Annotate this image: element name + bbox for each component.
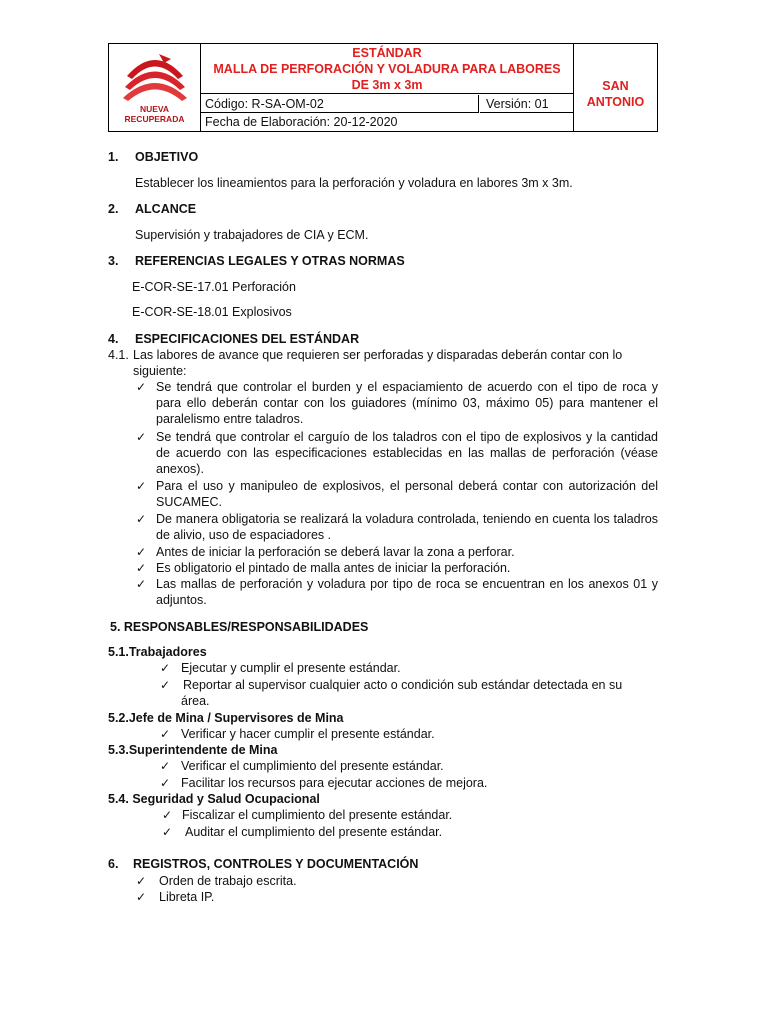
checkmark-icon: ✓ [136, 479, 147, 493]
responsibility-item: Fiscalizar el cumplimiento del presente estándar. [182, 808, 453, 822]
section-4-number: 4. [108, 332, 119, 346]
title-line: DE 3m x 3m [351, 78, 423, 92]
checkmark-icon: ✓ [136, 874, 147, 888]
checkmark-icon: ✓ [136, 380, 147, 394]
spec-bullet: Antes de iniciar la perforación se deberá lavar la zona a perforar. [156, 545, 515, 559]
responsibility-group-title: 5.2.Jefe de Mina / Supervisores de Mina [108, 711, 344, 725]
spec-bullet: Se tendrá que controlar el burden y el espaciamiento de acuerdo con el tipo de roca y para ello deberán contar con los guiadores (mínimo 03, máximo 05) para mantener el paralelismo entre taladros. [156, 380, 658, 426]
checkmark-icon: ✓ [136, 430, 147, 444]
logo-cell [109, 44, 201, 131]
responsibility-item: Reportar al supervisor cualquier acto o condición sub estándar detectada en su [183, 678, 623, 692]
checkmark-icon: ✓ [162, 825, 173, 839]
section-4-title: ESPECIFICACIONES DEL ESTÁNDAR [135, 332, 360, 346]
nueva-recuperada-logo-icon [109, 46, 200, 106]
responsibility-group-title: 5.3.Superintendente de Mina [108, 743, 278, 757]
responsibility-group-title: 5.1.Trabajadores [108, 645, 207, 659]
section-3-title: REFERENCIAS LEGALES Y OTRAS NORMAS [135, 254, 405, 268]
title-line: MALLA DE PERFORACIÓN Y VOLADURA PARA LABORES [213, 62, 561, 76]
checkmark-icon: ✓ [136, 561, 147, 575]
responsibility-item: Auditar el cumplimiento del presente estándar. [185, 825, 443, 839]
title-line: ESTÁNDAR [352, 46, 422, 60]
record-item: Orden de trabajo escrita. [159, 874, 297, 888]
responsibility-item: Verificar y hacer cumplir el presente estándar. [181, 727, 435, 741]
checkmark-icon: ✓ [160, 678, 171, 692]
responsibility-item: área. [181, 694, 210, 708]
responsibility-item: Verificar el cumplimiento del presente estándar. [181, 759, 444, 773]
document-title [201, 44, 573, 94]
section-1-text: Establecer los lineamientos para la perforación y voladura en labores 3m x 3m. [135, 176, 573, 190]
responsibility-group-title: 5.4. Seguridad y Salud Ocupacional [108, 792, 320, 806]
section-2-title: ALCANCE [135, 202, 197, 216]
responsibility-item: Facilitar los recursos para ejecutar acciones de mejora. [181, 776, 488, 790]
section-1-number: 1. [108, 150, 119, 164]
spec-bullet: Las mallas de perforación y voladura por tipo de roca se encuentran en los anexos 01 y adjuntos. [156, 577, 658, 607]
checkmark-icon: ✓ [136, 577, 147, 591]
subsection-4-1-text: siguiente: [133, 364, 187, 378]
document-date: Fecha de Elaboración: 20-12-2020 [205, 115, 398, 129]
spec-bullet: Se tendrá que controlar el carguío de los taladros con el tipo de explosivos y la cantidad de acuerdo con las especificaciones establecidas en las mallas de perforación (véase anexos). [156, 430, 658, 476]
responsibility-item: Ejecutar y cumplir el presente estándar. [181, 661, 401, 675]
checkmark-icon: ✓ [162, 808, 173, 822]
checkmark-icon: ✓ [160, 661, 171, 675]
spec-bullet: Para el uso y manipuleo de explosivos, el personal deberá contar con autorización del SUCAMEC. [156, 479, 658, 509]
subsection-4-1-number: 4.1. [108, 348, 129, 362]
section-1-title: OBJETIVO [135, 150, 199, 164]
section-2-number: 2. [108, 202, 119, 216]
reference-item: E-COR-SE-18.01 Explosivos [132, 305, 292, 319]
spec-bullet: Es obligatorio el pintado de malla antes de iniciar la perforación. [156, 561, 511, 575]
checkmark-icon: ✓ [136, 512, 147, 526]
section-2-text: Supervisión y trabajadores de CIA y ECM. [135, 228, 369, 242]
document-code: Código: R-SA-OM-02 [201, 95, 479, 113]
section-6-number: 6. [108, 857, 119, 871]
checkmark-icon: ✓ [160, 727, 171, 741]
site-line: ANTONIO [586, 95, 645, 109]
reference-item: E-COR-SE-17.01 Perforación [132, 280, 296, 294]
spec-bullet: De manera obligatoria se realizará la voladura controlada, teniendo en cuenta los taladros de alivio, uso de espaciadores . [156, 512, 658, 542]
site-name [573, 44, 657, 131]
checkmark-icon: ✓ [136, 545, 147, 559]
subsection-4-1-text: Las labores de avance que requieren ser perforadas y disparadas deberán contar con lo [133, 348, 623, 362]
record-item: Libreta IP. [159, 890, 215, 904]
document-version: Versión: 01 [480, 95, 573, 113]
checkmark-icon: ✓ [160, 776, 171, 790]
logo-text: NUEVA RECUPERADA [124, 104, 185, 124]
document-header [108, 43, 658, 132]
section-6-title: REGISTROS, CONTROLES Y DOCUMENTACIÓN [133, 857, 419, 871]
site-line: SAN [602, 79, 629, 93]
checkmark-icon: ✓ [160, 759, 171, 773]
section-3-number: 3. [108, 254, 119, 268]
checkmark-icon: ✓ [136, 890, 147, 904]
section-5-title: 5. RESPONSABLES/RESPONSABILIDADES [110, 620, 369, 634]
